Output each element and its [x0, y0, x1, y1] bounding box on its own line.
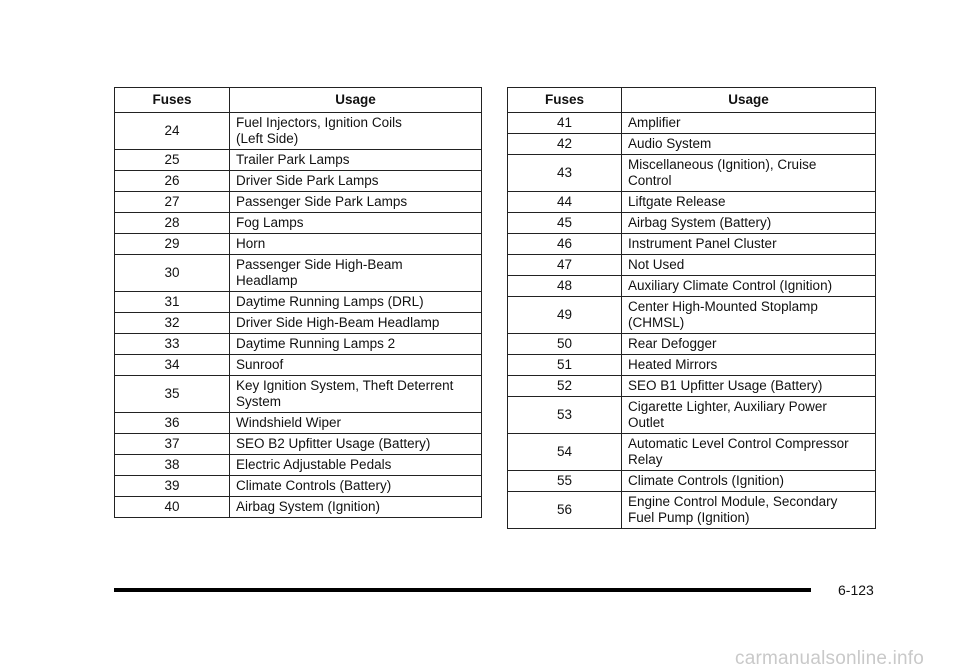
usage-line: Cigarette Lighter, Auxiliary Power [628, 399, 827, 414]
usage-line: Passenger Side High-Beam [236, 257, 403, 272]
usage-line: Liftgate Release [628, 194, 726, 209]
fuse-number: 25 [115, 150, 230, 171]
fuse-number: 47 [508, 255, 622, 276]
table-row [508, 376, 876, 397]
fuse-usage [230, 234, 482, 255]
table-row [115, 234, 482, 255]
fuse-number: 29 [115, 234, 230, 255]
usage-line: Trailer Park Lamps [236, 152, 350, 167]
fuse-number: 32 [115, 313, 230, 334]
usage-line: Engine Control Module, Secondary [628, 494, 838, 509]
fuse-usage [622, 397, 876, 434]
fuse-number: 44 [508, 192, 622, 213]
usage-line: Climate Controls (Battery) [236, 478, 392, 493]
table-row [115, 476, 482, 497]
fuse-number: 26 [115, 171, 230, 192]
table-row [508, 213, 876, 234]
fuse-number: 37 [115, 434, 230, 455]
fuse-number: 52 [508, 376, 622, 397]
table-header-row [508, 88, 876, 113]
fuse-table-body [115, 113, 482, 518]
table-row [115, 255, 482, 292]
fuse-number: 34 [115, 355, 230, 376]
usage-line: Auxiliary Climate Control (Ignition) [628, 278, 833, 293]
usage-line: Instrument Panel Cluster [628, 236, 777, 251]
usage-line: Rear Defogger [628, 336, 717, 351]
fuse-number: 43 [508, 155, 622, 192]
fuse-usage [622, 155, 876, 192]
fuse-number: 50 [508, 334, 622, 355]
table-row [508, 355, 876, 376]
fuse-usage [622, 134, 876, 155]
fuse-usage [622, 192, 876, 213]
fuse-usage [230, 113, 482, 150]
fuse-usage [230, 150, 482, 171]
footer-rule [114, 588, 811, 592]
usage-line: Outlet [628, 415, 665, 430]
fuse-number: 30 [115, 255, 230, 292]
fuse-usage [622, 255, 876, 276]
fuse-number: 42 [508, 134, 622, 155]
table-row [508, 334, 876, 355]
fuse-number: 27 [115, 192, 230, 213]
table-row [508, 192, 876, 213]
usage-line: Daytime Running Lamps (DRL) [236, 294, 424, 309]
fuse-usage [622, 297, 876, 334]
table-row [508, 297, 876, 334]
table-row [508, 234, 876, 255]
fuse-usage [622, 334, 876, 355]
fuse-number: 35 [115, 376, 230, 413]
fuse-usage [622, 113, 876, 134]
usage-line: Key Ignition System, Theft Deterrent [236, 378, 454, 393]
usage-line: System [236, 394, 282, 409]
usage-line: Driver Side Park Lamps [236, 173, 379, 188]
usage-line: Audio System [628, 136, 712, 151]
table-row [115, 455, 482, 476]
fuse-usage [622, 213, 876, 234]
usage-line: Fuel Injectors, Ignition Coils [236, 115, 402, 130]
fuse-number: 51 [508, 355, 622, 376]
fuse-number: 24 [115, 113, 230, 150]
table-row [115, 213, 482, 234]
fuse-usage [230, 376, 482, 413]
table-row [115, 497, 482, 518]
table-row [115, 292, 482, 313]
table-row [115, 150, 482, 171]
fuse-usage [622, 234, 876, 255]
fuse-usage [230, 434, 482, 455]
table-row [115, 376, 482, 413]
table-row [115, 171, 482, 192]
fuse-number: 48 [508, 276, 622, 297]
fuse-number: 55 [508, 471, 622, 492]
usage-line: Amplifier [628, 115, 681, 130]
usage-line: (CHMSL) [628, 315, 685, 330]
fuse-number: 46 [508, 234, 622, 255]
usage-line: Fuel Pump (Ignition) [628, 510, 750, 525]
table-row [115, 434, 482, 455]
table-row [115, 113, 482, 150]
usage-line: Windshield Wiper [236, 415, 342, 430]
table-row [508, 134, 876, 155]
usage-line: Airbag System (Ignition) [236, 499, 381, 514]
fuse-usage [230, 413, 482, 434]
usage-line: Climate Controls (Ignition) [628, 473, 785, 488]
fuse-number: 49 [508, 297, 622, 334]
table-row [115, 355, 482, 376]
fuse-usage [230, 213, 482, 234]
usage-line: Automatic Level Control Compressor [628, 436, 849, 451]
fuse-number: 38 [115, 455, 230, 476]
fuse-number: 39 [115, 476, 230, 497]
table-row [115, 192, 482, 213]
fuse-usage [622, 376, 876, 397]
header-fuses: Fuses [508, 88, 622, 113]
fuse-table-left [114, 87, 482, 518]
usage-line: Control [628, 173, 672, 188]
usage-line: Driver Side High-Beam Headlamp [236, 315, 440, 330]
usage-line: SEO B2 Upfitter Usage (Battery) [236, 436, 431, 451]
fuse-usage [622, 471, 876, 492]
table-row [115, 413, 482, 434]
fuse-usage [230, 292, 482, 313]
fuse-number: 53 [508, 397, 622, 434]
usage-line: Center High-Mounted Stoplamp [628, 299, 818, 314]
fuse-usage [230, 334, 482, 355]
usage-line: Airbag System (Battery) [628, 215, 772, 230]
usage-line: Relay [628, 452, 663, 467]
usage-line: Not Used [628, 257, 685, 272]
table-row [115, 313, 482, 334]
usage-line: Electric Adjustable Pedals [236, 457, 392, 472]
fuse-number: 45 [508, 213, 622, 234]
fuse-number: 54 [508, 434, 622, 471]
fuse-usage [230, 255, 482, 292]
table-row [508, 155, 876, 192]
fuse-usage [622, 276, 876, 297]
fuse-usage [230, 455, 482, 476]
header-usage: Usage [230, 88, 482, 113]
table-row [508, 255, 876, 276]
fuse-usage [230, 313, 482, 334]
usage-line: Fog Lamps [236, 215, 304, 230]
table-row [508, 113, 876, 134]
fuse-usage [230, 497, 482, 518]
usage-line: Heated Mirrors [628, 357, 718, 372]
page-number: 6-123 [838, 582, 874, 598]
fuse-number: 28 [115, 213, 230, 234]
watermark: carmanualsonline.info [735, 648, 925, 669]
usage-line: Headlamp [236, 273, 298, 288]
header-usage: Usage [622, 88, 876, 113]
header-fuses: Fuses [115, 88, 230, 113]
usage-line: Daytime Running Lamps 2 [236, 336, 396, 351]
table-header-row [115, 88, 482, 113]
table-row [508, 434, 876, 471]
usage-line: Miscellaneous (Ignition), Cruise [628, 157, 817, 172]
usage-line: Passenger Side Park Lamps [236, 194, 408, 209]
usage-line: SEO B1 Upfitter Usage (Battery) [628, 378, 823, 393]
fuse-number: 40 [115, 497, 230, 518]
fuse-usage [230, 355, 482, 376]
table-row [508, 471, 876, 492]
fuse-table-body [508, 113, 876, 529]
fuse-number: 41 [508, 113, 622, 134]
fuse-number: 36 [115, 413, 230, 434]
fuse-usage [230, 171, 482, 192]
fuse-usage [622, 355, 876, 376]
usage-line: Sunroof [236, 357, 284, 372]
fuse-table-right [507, 87, 876, 529]
usage-line: Horn [236, 236, 266, 251]
fuse-usage [230, 476, 482, 497]
table-row [508, 397, 876, 434]
fuse-usage [622, 434, 876, 471]
usage-line: (Left Side) [236, 131, 299, 146]
table-row [508, 276, 876, 297]
fuse-number: 33 [115, 334, 230, 355]
fuse-usage [230, 192, 482, 213]
table-row [508, 492, 876, 529]
fuse-number: 31 [115, 292, 230, 313]
fuse-usage [622, 492, 876, 529]
table-row [115, 334, 482, 355]
fuse-number: 56 [508, 492, 622, 529]
